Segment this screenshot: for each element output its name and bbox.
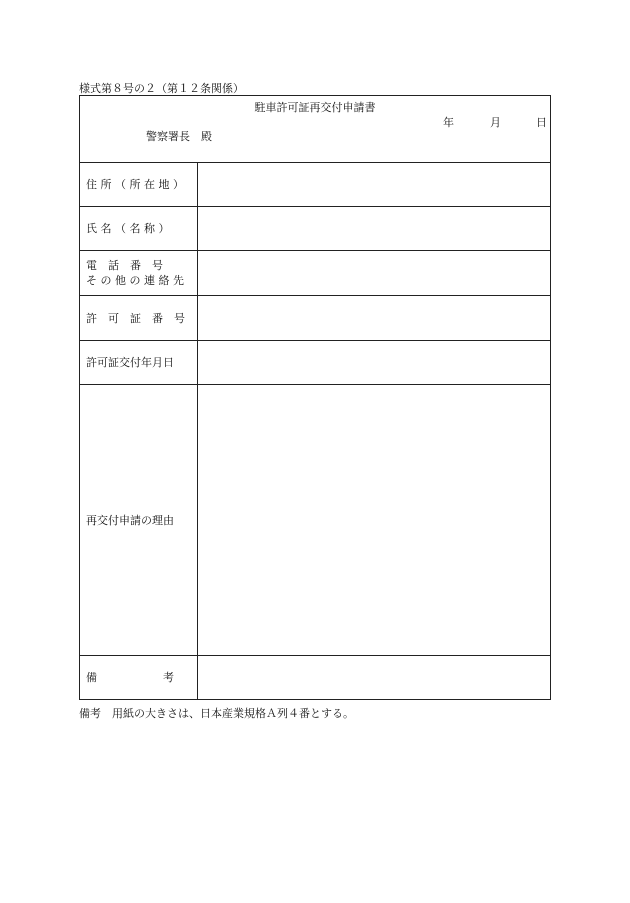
label-issue-date: 許可証交付年月日 bbox=[80, 341, 198, 384]
field-issue-date[interactable] bbox=[198, 341, 550, 384]
row-name bbox=[80, 207, 550, 251]
application-form bbox=[79, 95, 551, 700]
label-reissue-reason: 再交付申請の理由 bbox=[80, 385, 198, 655]
row-address bbox=[80, 162, 550, 207]
field-remarks[interactable] bbox=[198, 656, 550, 699]
field-permit-number[interactable] bbox=[198, 296, 550, 340]
label-phone: 電 話 番 号 そ の 他 の 連 絡 先 bbox=[80, 251, 198, 295]
field-name[interactable] bbox=[198, 207, 550, 250]
date-day[interactable]: 日 bbox=[536, 116, 547, 129]
row-remarks bbox=[80, 656, 550, 699]
recipient[interactable]: 警察署長 殿 bbox=[146, 130, 212, 143]
field-reissue-reason[interactable] bbox=[198, 385, 550, 655]
date-year[interactable]: 年 bbox=[443, 116, 454, 129]
row-issue-date bbox=[80, 341, 550, 385]
date-month[interactable]: 月 bbox=[490, 116, 501, 129]
label-permit-number: 許 可 証 番 号 bbox=[80, 296, 198, 340]
row-phone bbox=[80, 251, 550, 296]
form-title: 駐車許可証再交付申請書 bbox=[254, 101, 376, 114]
field-address[interactable] bbox=[198, 162, 550, 206]
row-permit-number bbox=[80, 296, 550, 341]
form-header bbox=[80, 96, 550, 163]
footnote: 備考 用紙の大きさは、日本産業規格Ａ列４番とする。 bbox=[79, 707, 354, 720]
row-reissue-reason bbox=[80, 385, 550, 656]
field-phone[interactable] bbox=[198, 251, 550, 295]
label-address: 住 所 （ 所 在 地 ） bbox=[80, 162, 198, 206]
label-name: 氏 名 （ 名 称 ） bbox=[80, 207, 198, 250]
label-remarks: 備 考 bbox=[80, 656, 198, 699]
form-number: 様式第８号の２（第１２条関係） bbox=[79, 82, 244, 95]
